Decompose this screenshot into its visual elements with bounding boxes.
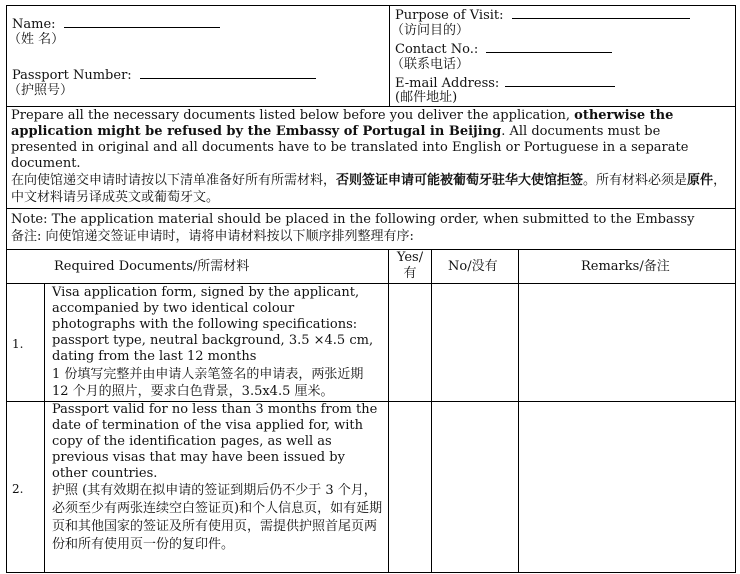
notice-cn-bold-original: 原件 <box>687 173 714 188</box>
purpose-field[interactable] <box>395 6 690 24</box>
notice-en <box>11 108 723 172</box>
purpose-blank[interactable] <box>512 6 690 19</box>
name-cn-label: （姓 名） <box>8 32 65 47</box>
passport-cn-label: （护照号） <box>8 83 74 98</box>
notice-cn-text-mid: 。所有材料必须是 <box>583 173 688 188</box>
email-cn-label: (邮件地址) <box>395 90 458 105</box>
email-blank[interactable] <box>505 74 615 87</box>
purpose-label: Purpose of Visit: <box>395 8 504 23</box>
notice-en-text-end: . All documents must be presented in original and all documents have to be translated into English or Portuguese in a separate document. <box>11 124 689 171</box>
email-label: E-mail Address: <box>395 76 500 91</box>
row1-remarks-cell[interactable] <box>519 284 735 401</box>
order-note-cn: 备注: 向使馆递交签证申请时，请将申请材料按以下顺序排列整理有序: <box>11 229 414 244</box>
contact-field[interactable] <box>395 40 612 58</box>
row1-description-cn: 1 份填写完整并由申请人亲笔签名的申请表，两张近期 12 个月的照片，要求白色背景，3.5x4.5 厘米。 <box>52 367 364 399</box>
header-yes-en: Yes/ <box>396 250 424 265</box>
row2-number: 2. <box>12 482 24 496</box>
header-required-documents: Required Documents/所需材料 <box>54 259 250 274</box>
passport-blank[interactable] <box>140 66 316 79</box>
row1-no-cell[interactable] <box>432 284 518 401</box>
row2-yes-cell[interactable] <box>389 402 431 572</box>
header-bottom-line <box>6 106 736 107</box>
border-right <box>735 5 736 573</box>
notice-en-text: Prepare all the necessary documents listed below before you deliver the application, <box>11 108 575 123</box>
header-yes <box>392 250 428 282</box>
passport-field[interactable] <box>12 66 316 84</box>
row1-description-en: Visa application form, signed by the applicant, accompanied by two identical colour photographs with the following specifications: passport type, neutral background, 3.5 ×4.5 cm, dating from the last 12 months <box>52 285 374 364</box>
notice-bottom-line <box>6 208 736 209</box>
row2-remarks-cell[interactable] <box>519 402 735 572</box>
header-yes-cn: 有 <box>403 266 417 281</box>
col-number-divider <box>44 283 45 573</box>
notice-en-bold: otherwise the application might be refused by the Embassy of Portugal in Beijing <box>11 108 674 139</box>
contact-cn-label: （联系电话） <box>391 57 470 72</box>
row2-description-en: Passport valid for no less than 3 months from the date of termination of the visa applied for, with copy of the identification pages, as well as previous visas that may have been issued by other countries. <box>52 402 378 481</box>
notice-cn <box>11 172 729 206</box>
border-left <box>6 5 7 573</box>
name-field[interactable] <box>12 15 220 33</box>
row1-number: 1. <box>12 337 24 351</box>
header-no: No/没有 <box>448 259 498 274</box>
row2-no-cell[interactable] <box>432 402 518 572</box>
border-bottom <box>6 572 736 573</box>
order-note-en: Note: The application material should be placed in the following order, when submitted to the Embassy <box>11 212 695 227</box>
purpose-cn-label: （访问目的） <box>391 23 470 38</box>
name-label: Name: <box>12 17 56 32</box>
contact-label: Contact No.: <box>395 42 479 57</box>
notice-cn-bold: 否则签证申请可能被葡萄牙驻华大使馆拒签 <box>336 173 584 188</box>
row2-description-cn: 护照 (其有效期在拟申请的签证到期后仍不少于 3 个月， 必须至少有两张连续空白签证页)和个人信息页，如有延期页和其他国家的签证及所有使用页，需提供护照首尾页两份和所有使用页一份的复印件。 <box>52 483 383 552</box>
name-blank[interactable] <box>64 15 220 28</box>
note-bottom-line <box>6 249 736 250</box>
contact-blank[interactable] <box>486 40 612 53</box>
header-remarks: Remarks/备注 <box>581 259 670 274</box>
notice-cn-text: 在向使馆递交申请时请按以下清单准备好所有所需材料， <box>11 173 337 188</box>
header-divider-vertical <box>389 5 390 107</box>
passport-label: Passport Number: <box>12 68 132 83</box>
notice-cn-text-end: ，中文材料请另译成英文或葡萄牙文。 <box>11 173 727 205</box>
row1-yes-cell[interactable] <box>389 284 431 401</box>
